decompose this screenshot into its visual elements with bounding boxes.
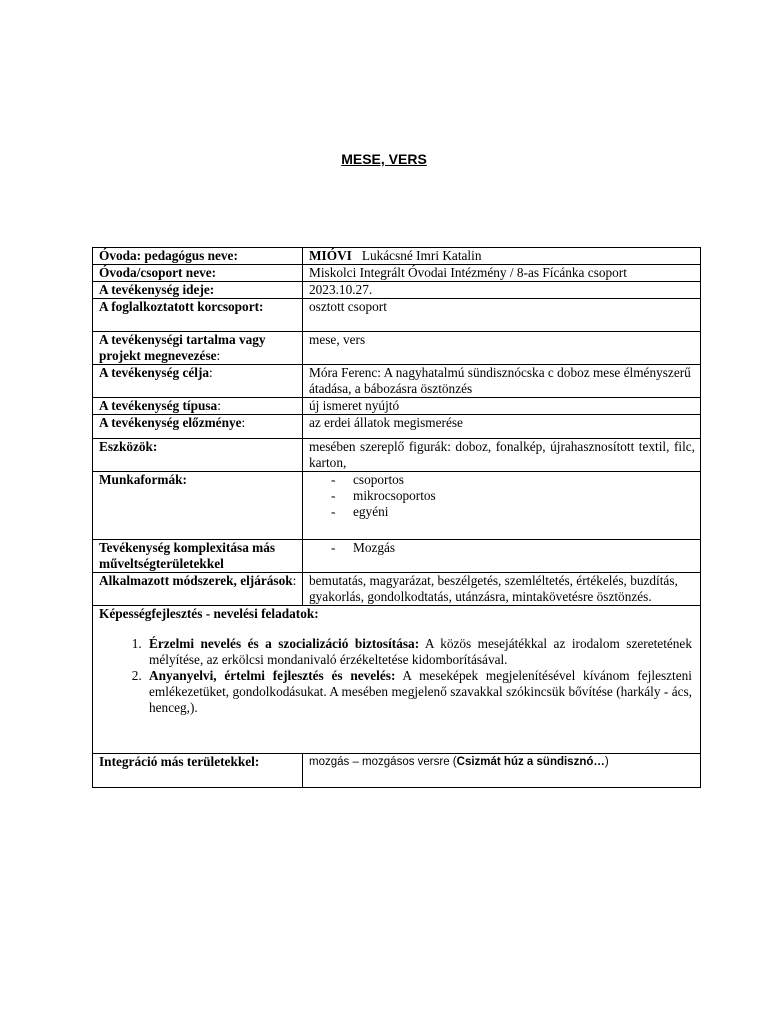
list-item: - csoportos <box>331 472 695 488</box>
list-item: - egyéni <box>331 504 695 520</box>
label-elozmenye-text: A tevékenység előzménye <box>99 415 242 430</box>
row-komplexitas <box>93 540 701 573</box>
label-korcsoport: A foglalkoztatott korcsoport: <box>93 299 303 332</box>
row-eszkozok <box>93 439 701 472</box>
label-tartalma-colon: : <box>216 348 221 363</box>
label-modszerek-colon: : <box>292 573 297 588</box>
value-elozmenye: az erdei állatok megismerése <box>303 415 701 439</box>
row-celja <box>93 365 701 398</box>
row-integracio <box>93 754 701 788</box>
pedagogus-name: Lukácsné Imri Katalin <box>361 248 482 263</box>
document-title: MESE, VERS <box>341 151 427 167</box>
label-integracio: Integráció más területekkel: <box>93 754 303 788</box>
label-tartalma-text: A tevékenységi tartalma vagy projekt megnevezése <box>99 332 266 363</box>
value-munkaformak <box>303 472 701 540</box>
brand-mark: MIÓVI <box>309 248 352 263</box>
task-item <box>145 636 692 668</box>
label-ideje: A tevékenység ideje: <box>93 282 303 299</box>
row-tipusa <box>93 398 701 415</box>
integracio-prefix: mozgás – mozgásos versre ( <box>309 756 457 768</box>
label-csoport: Óvoda/csoport neve: <box>93 265 303 282</box>
munkaformak-list <box>309 472 695 520</box>
value-csoport: Miskolci Integrált Óvodai Intézmény / 8-as Fícánka csoport <box>303 265 701 282</box>
label-pedagogus: Óvoda: pedagógus neve: <box>93 248 303 265</box>
label-tartalma <box>93 332 303 365</box>
task-text: A meseképek megjelenítésével kívánom fejleszteni emlékezetüket, gondolkodásukat. A mesében megjelenő szavakkal szókincsük bővítése (harkály - ács, henceg,). <box>149 668 692 715</box>
row-csoport <box>93 265 701 282</box>
row-korcsoport <box>93 299 701 332</box>
value-celja: Móra Ferenc: A nagyhatalmú sündisznócska c doboz mese élményszerű átadása, a bábozásra ösztönzés <box>303 365 701 398</box>
task-list <box>99 636 692 716</box>
label-elozmenye <box>93 415 303 439</box>
label-tipusa-text: A tevékenység típusa <box>99 398 218 413</box>
label-munkaformak: Munkaformák: <box>93 472 303 540</box>
task-heading: Érzelmi nevelés és a szocializáció biztosítása: <box>149 636 420 651</box>
label-celja <box>93 365 303 398</box>
row-modszerek <box>93 573 701 606</box>
value-modszerek: bemutatás, magyarázat, beszélgetés, szemléltetés, értékelés, buzdítás, gyakorlás, gondolkodtatás, utánzásra, mintakövetésre ösztönzés. <box>303 573 701 606</box>
label-elozmenye-colon: : <box>241 415 246 430</box>
value-integracio <box>303 754 701 788</box>
label-tipusa-colon: : <box>217 398 221 413</box>
label-modszerek-text: Alkalmazott módszerek, eljárások <box>99 573 293 588</box>
value-korcsoport: osztott csoport <box>303 299 701 332</box>
integracio-suffix: ) <box>604 756 609 768</box>
label-komplexitas: Tevékenység komplexitása más műveltségterületekkel <box>93 540 303 573</box>
label-celja-text: A tevékenység célja <box>99 365 210 380</box>
row-tartalma <box>93 332 701 365</box>
komplexitas-list <box>309 540 695 556</box>
value-komplexitas <box>303 540 701 573</box>
lesson-plan-table <box>92 247 701 788</box>
label-tipusa <box>93 398 303 415</box>
label-kepessegfejlesztes: Képességfejlesztés - nevelési feladatok: <box>99 606 319 621</box>
label-modszerek <box>93 573 303 606</box>
row-kepessegfejlesztes <box>93 606 701 754</box>
list-item: - Mozgás <box>331 540 695 556</box>
value-pedagogus <box>303 248 701 265</box>
row-elozmenye <box>93 415 701 439</box>
task-text: A közös mesejátékkal az irodalom szeretetének mélyítése, az erkölcsi mondanivaló érzékeltetése kidomborításával. <box>149 636 692 667</box>
value-eszkozok: mesében szereplő figurák: doboz, fonalkép, újrahasznosított textil, filc, karton, <box>303 439 701 472</box>
task-heading: Anyanyelvi, értelmi fejlesztés és nevelés: <box>149 668 396 683</box>
task-item <box>145 668 692 716</box>
value-tipusa: új ismeret nyújtó <box>303 398 701 415</box>
row-munkaformak <box>93 472 701 540</box>
cell-kepessegfejlesztes <box>93 606 701 754</box>
value-ideje: 2023.10.27. <box>303 282 701 299</box>
list-item: - mikrocsoportos <box>331 488 695 504</box>
label-celja-colon: : <box>209 365 213 380</box>
row-ideje <box>93 282 701 299</box>
value-tartalma: mese, vers <box>303 332 701 365</box>
row-pedagogus <box>93 248 701 265</box>
label-eszkozok: Eszközök: <box>93 439 303 472</box>
integracio-poem-title: Csizmát húz a sündisznó… <box>456 756 605 768</box>
